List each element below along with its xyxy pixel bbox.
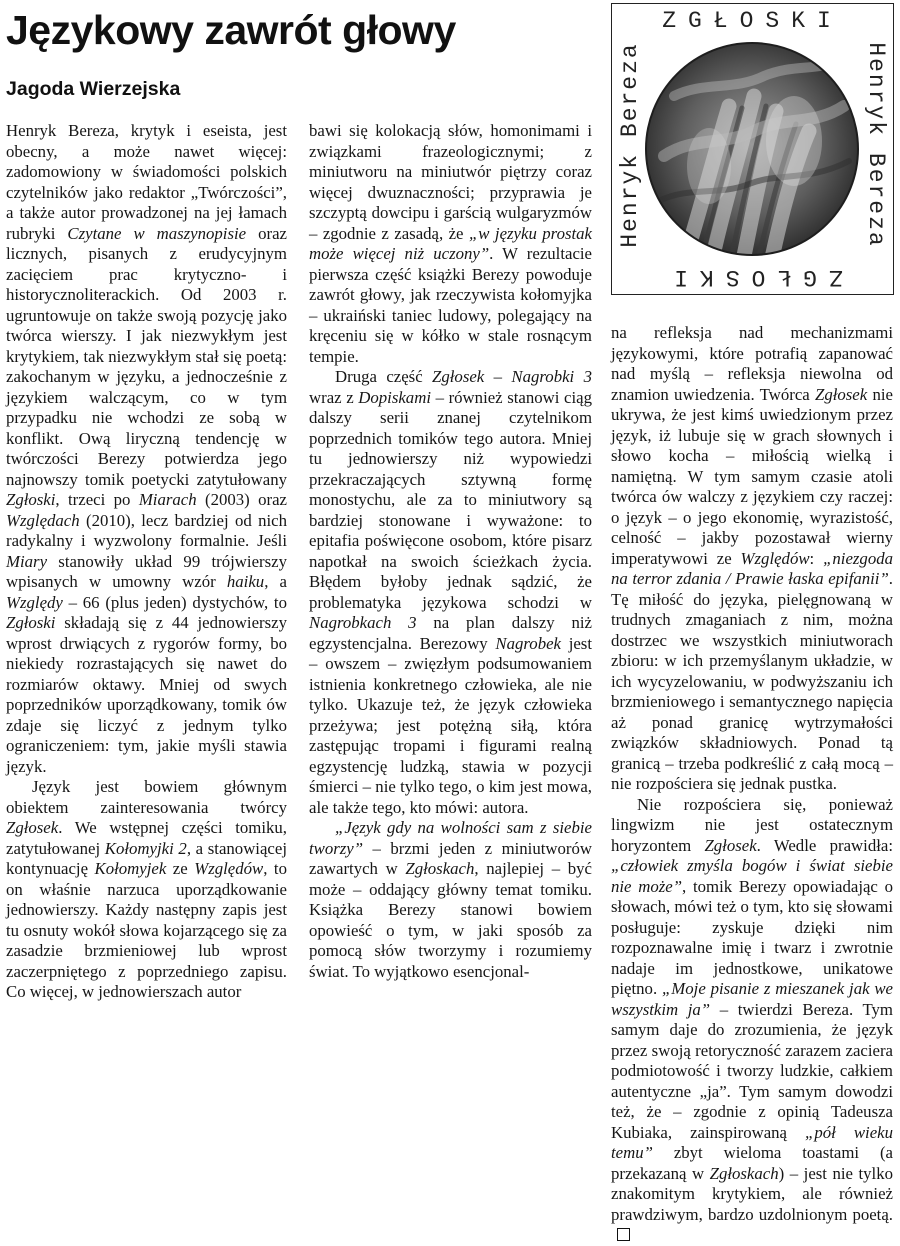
text-span: (2003) oraz	[196, 490, 287, 509]
paragraph	[309, 818, 592, 982]
text-span: , najlepiej – być może – oddający główny temat tomiku. Książka Berezy stanowi bowiem opowieść o tym, w jaki sposób za pomocą słów tworzymy i rozumiemy świat. To wyjątkowo esencjonal-	[309, 859, 592, 981]
text-span: oraz licznych, pisanych z erudycyjnym zacięciem prac krytyczno- i historycznoliterackich. Od 2003 r. ugruntowuje on także swoją pozycję jako twórca wierszy. I jak niezwykłym jest krytykiem, tak niezwykłym stał się poetą: zakochanym w języku, a jednocześnie z językiem walczącym, co w tym przypadku nie wchodzi ze sobą w konflikt. Ową liryczną tendencję w twórczości Berezy potwierdza jego najnowszy tomik poetycki zatytułowany	[6, 223, 287, 489]
italic-span: Kołomyjek	[94, 859, 167, 878]
text-column-1	[6, 121, 287, 1003]
text-span: ze	[166, 859, 195, 878]
text-span: zbyt wieloma toastami (a przekazaną w	[611, 1143, 893, 1183]
paragraph	[6, 121, 287, 777]
cover-author-left: Henryk Bereza	[617, 42, 643, 248]
italic-span: „Język gdy na wolności sam z siebie tworzy”	[309, 818, 592, 858]
paragraph	[611, 795, 893, 1246]
text-span: Język jest bowiem głównym obiektem zainteresowania twórcy	[6, 777, 287, 817]
article-title: Językowy zawrót głowy	[6, 7, 456, 53]
italic-span: „Moje pisanie z mieszanek jak we wszystkim ja”	[611, 979, 893, 1019]
italic-span: „w języku prostak może więcej niż uczony”	[309, 223, 592, 263]
paragraph	[309, 367, 592, 818]
italic-span: Nagrobkach 3	[309, 613, 417, 632]
text-span: składają się z 44 jednowierszy wprost drwiących z rygorów formy, bo niekiedy rozrastających się nawet do rozmiarów oktawy. Mniej od swych poprzedników uporządkowany, tomik ów zdaje się liczyć z jednym tylko ograniczeniem: tym, jakie myśli stawia język.	[6, 613, 287, 776]
text-column-3	[611, 323, 893, 1246]
text-span: stanowiły układ 99 trójwierszy wpisanych w umowny wzór	[6, 551, 287, 591]
article-author: Jagoda Wierzejska	[6, 78, 181, 100]
text-span: jest – owszem – zwięzłym podsumowaniem istnienia konkretnego człowieka, ale nie tylko. Ukazuje też, że język człowieka przeżywa; jest potężną siłą, która zastępując tropami i figurami realną egzystencję ludzką, stawia w pozycji śmierci – nie tylko tego, o kim jest mowa, ale także tego, kto mówi: autora.	[309, 633, 592, 817]
text-span: (2010), lecz bardziej od nich radykalny i wyzwolony formalnie. Jeśli	[6, 510, 287, 550]
text-span: . Tę miłość do języka, pielęgnowaną w trudnych zmaganiach z nim, można dostrzec we wszystkich miniutworach zbioru: w ich przemyślanym układzie, w ich wycyzelowaniu, w podwyższaniu ich brzmieniowego i semantycznego napięcia aż ponad granicę wytrzymałości związków składniowych. Ponad tą granicą – trzeba podkreślić z całą mocą – nie rozpościera się jednak pustka.	[611, 569, 893, 793]
text-span: . W rezultacie pierwsza część książki Berezy powoduje zawrót głowy, jak rzeczywista kołomyjka – ukraiński taniec ludowy, polegający na kręceniu się w kółko w stale rosnącym tempie.	[309, 244, 593, 366]
italic-span: „pół wieku temu”	[611, 1122, 893, 1162]
text-span: – twierdzi Bereza. Tym samym daje do zrozumienia, że język przez swoją retoryczność zarazem zaciera podmiotowość i tworzy ludzkie, całkiem autentyczne „ja”. Tym samym dowodzi też, że – zgodnie z opinią Tadeusza Kubiaka, zainspirowaną	[611, 999, 893, 1142]
book-cover-image	[611, 3, 894, 295]
italic-span: Miarach	[138, 490, 197, 509]
text-span: ) – jest nie tylko znakomitym krytykiem, ale również prawdziwym, bardzo uzdolnionym poetą.	[611, 1163, 893, 1224]
italic-span: Zgłosek – Nagrobki 3	[432, 367, 592, 386]
text-column-2	[309, 121, 592, 982]
cover-title-bottom: ZGŁOSKI	[662, 264, 843, 290]
italic-span: Względy	[6, 592, 63, 612]
paragraph	[309, 121, 592, 367]
italic-span: Zgłoskach	[709, 1163, 779, 1183]
italic-span: Zgłoskach	[405, 859, 475, 878]
end-of-article-mark	[617, 1228, 630, 1241]
italic-span: Miary	[6, 551, 48, 571]
italic-span: Nagrobek	[495, 633, 561, 653]
italic-span: Względach	[6, 510, 80, 530]
text-span: :	[809, 548, 824, 568]
text-span: , to on właśnie narzuca uporządkowanie jednowierszy. Każdy następny zapis jest tu osnuty wokół słowa kojarzącego się za zasadzie brzmieniowej lub wprost zaczerpniętego z poprzedniego zapisu. Co więcej, w jednowierszach autor	[6, 859, 287, 1001]
paragraph	[611, 323, 893, 795]
text-span: – brzmi jeden z miniutworów zawartych w	[309, 838, 592, 878]
text-span: . Wedle prawidła:	[756, 835, 893, 855]
italic-span: Kołomyjki 2	[104, 838, 187, 858]
cover-hands-illustration	[644, 36, 861, 262]
text-span: , a	[264, 572, 288, 591]
italic-span: Względów	[740, 548, 810, 568]
text-span: Henryk Bereza, krytyk i eseista, jest obecny, a może nawet więcej: zadomowiony w świadomości polskich czytelników jako redaktor „Twórczości”, a także autor prowadzonej na jej łamach rubryki	[6, 121, 287, 243]
italic-span: Zgłosek	[6, 818, 59, 837]
text-span: Druga część	[335, 367, 433, 386]
italic-span: Zgłoski	[6, 613, 56, 632]
text-span: . We wstępnej części tomiku, zatytułowanej	[6, 818, 287, 858]
text-span: bawi się kolokacją słów, homonimami i związkami frazeologicznymi; z miniutworu na miniutwór piętrzy coraz więcej dwuznaczności; przyprawia je szczyptą dowcipu i garścią wulgaryzmów – zgodnie z zasadą, że	[309, 121, 592, 243]
cover-title-top: ZGŁOSKI	[662, 8, 843, 34]
text-span: , tomik Berezy opowiadając o słowach, mówi też o tym, kto się słowami posługuje: zyskuje dzięki nim rozpoznawalne imię i twarz i zwrotnie nadaje im jednostkowe, unikatowe piętno.	[611, 876, 893, 998]
text-span: na plan dalszy niż egzystencjalna. Berezowy	[309, 613, 592, 653]
italic-span: Względów	[194, 859, 264, 878]
text-span: , trzeci po	[55, 490, 139, 509]
italic-span: Zgłoski	[6, 490, 56, 509]
italic-span: Zgłosek	[704, 835, 757, 855]
italic-span: „niezgoda na terror zdania / Prawie łaska epifanii”	[611, 548, 893, 588]
text-span: – również stanowi ciąg dalszy serii znanej czytelnikom poprzednich tomików tego autora. Mniej tu jednowierszy niż wypowiedzi przekraczających sztywną formę monostychu, ale za to miniutwory są bardziej stonowane i wyważone: to epitafia poświęcone osobom, które pisarz napotkał na swoich ścieżkach życia. Błędem byłoby jednak sądzić, że problematyka językowa schodzi w	[309, 387, 592, 612]
text-span: nie ukrywa, że jest kimś uwiedzionym przez język, iż lubuje się w grach słownych i słowo kocha – miłością wielką i namiętną. W tym samym czasie atoli twórca ów walczy z językiem czy raczej: o język – o jego ekonomię, wyrazistość, celność – jakby pozostawał wierny imperatywowi ze	[611, 384, 893, 568]
italic-span: Dopiskami	[358, 387, 431, 407]
paragraph	[6, 777, 287, 1003]
text-span: Nie rozpościera się, ponieważ lingwizm nie jest ostatecznym horyzontem	[611, 794, 893, 855]
text-span: – 66 (plus jeden) dystychów, to	[62, 592, 287, 612]
italic-span: haiku	[226, 572, 265, 591]
cover-author-right: Henryk Bereza	[863, 42, 889, 248]
italic-span: Zgłosek	[815, 384, 868, 404]
text-span: , a stanowiącej kontynuację	[6, 838, 287, 878]
text-span: wraz z	[309, 387, 359, 407]
text-span: na refleksja nad mechanizmami językowymi, które potrafią zapanować nad myślą – refleksja niewolna od znamion uwiedzenia. Twórca	[611, 323, 893, 404]
italic-span: „człowiek zmyśla bogów i świat siebie nie może”	[611, 856, 893, 896]
italic-span: Czytane w maszynopisie	[67, 223, 247, 243]
